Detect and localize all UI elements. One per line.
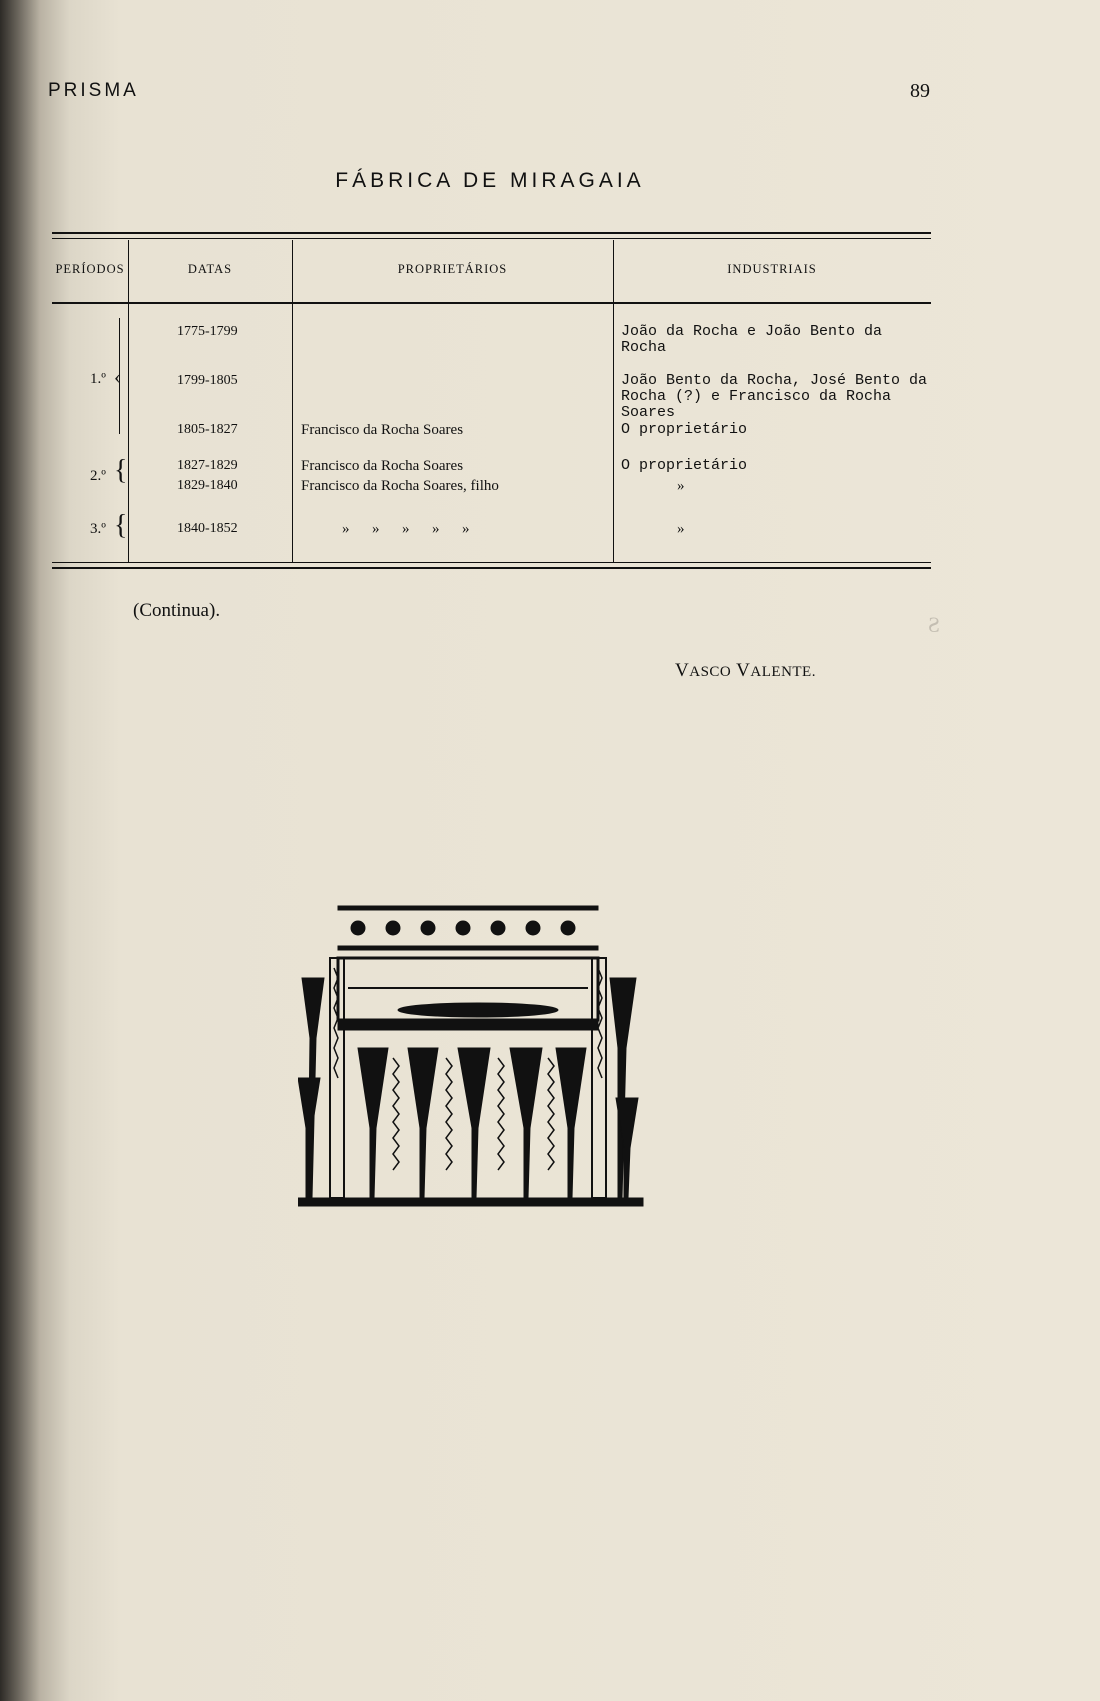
period-label: 1.º [90, 371, 106, 387]
table-row-date: 1840-1852 [177, 521, 238, 536]
column-header-industriais: INDUSTRIAIS [727, 262, 817, 276]
brace-period-1-tip: ‹ [114, 366, 121, 388]
author-initial: V [736, 660, 751, 681]
table-row-industrial: João da Rocha e João Bento da Rocha [621, 323, 883, 356]
table-row-industrial: O proprietário [621, 421, 748, 438]
factory-table [52, 232, 931, 572]
table-top-rule [52, 232, 931, 234]
table-row-date: 1805-1827 [177, 422, 238, 437]
table-row-date: 1775-1799 [177, 324, 238, 339]
table-row-industrial: » [677, 521, 685, 537]
table-row-owner: Francisco da Rocha Soares [301, 458, 464, 474]
running-head: PRISMA [48, 80, 139, 101]
brace-period-3: { [114, 510, 128, 541]
table-bottom-rule [52, 567, 931, 569]
author-first-rest: ASCO [689, 664, 732, 680]
funeral-scene-illustration [298, 898, 658, 1216]
table-row-date: 1827-1829 [177, 458, 238, 473]
brace-period-2: { [114, 455, 128, 486]
continua-note: (Continua). [133, 600, 221, 621]
table-title: FÁBRICA DE MIRAGAIA [335, 169, 645, 192]
show-through-text: S [927, 612, 940, 637]
table-row-date: 1799-1805 [177, 373, 238, 388]
column-divider [613, 240, 614, 562]
header-rule [52, 302, 931, 304]
column-divider [292, 240, 293, 562]
table-row-date: 1829-1840 [177, 478, 238, 493]
table-row-industrial: João Bento da Rocha, José Bento da Rocha (?) e Francisco da Rocha Soares [621, 372, 928, 421]
table-top-rule-thin [52, 238, 931, 239]
page-number: 89 [910, 80, 930, 102]
author-initial: V [675, 660, 690, 681]
table-bottom-rule-thin [52, 562, 931, 563]
table-row-owner: » » » » » [342, 521, 470, 537]
column-header-datas: DATAS [187, 262, 233, 276]
table-row-industrial: O proprietário [621, 457, 748, 474]
author-signature [675, 660, 816, 682]
period-label: 3.º [90, 521, 106, 537]
column-header-periodos: PERÍODOS [55, 262, 125, 276]
table-row-owner: Francisco da Rocha Soares, filho [301, 478, 499, 494]
column-header-proprietarios: PROPRIETÁRIOS [397, 262, 508, 276]
table-row-industrial: » [677, 478, 685, 494]
table-row-owner: Francisco da Rocha Soares [301, 422, 464, 438]
period-label: 2.º [90, 468, 106, 484]
author-last-rest: ALENTE. [750, 664, 816, 680]
column-divider [128, 240, 129, 562]
